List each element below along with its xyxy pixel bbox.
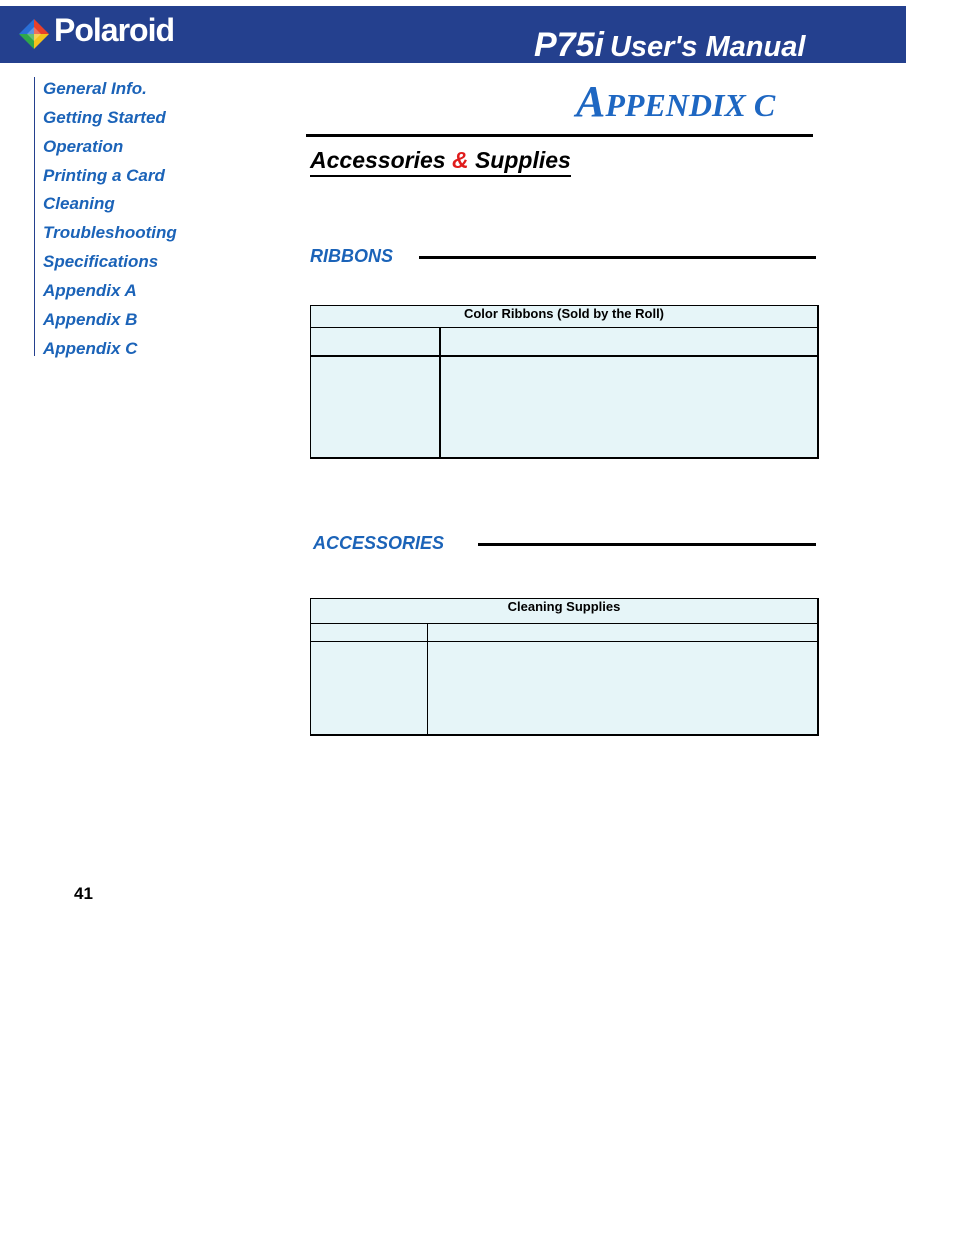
nav-item-specifications[interactable]: Specifications <box>43 252 159 271</box>
cleaning-supplies-table-column-divider <box>427 623 428 734</box>
section-heading <box>310 147 571 177</box>
nav-item-appendix-a[interactable]: Appendix A <box>43 281 137 300</box>
ribbons-heading-rule <box>419 256 816 259</box>
section-heading-part1: Accessories <box>310 147 446 173</box>
ribbons-table-caption: Color Ribbons (Sold by the Roll) <box>311 306 817 328</box>
header-banner <box>0 6 906 63</box>
nav-item-getting-started[interactable]: Getting Started <box>43 108 166 127</box>
ribbons-table <box>310 305 819 459</box>
appendix-title-rest: PPENDIX C <box>605 87 776 123</box>
manual-title <box>534 26 805 65</box>
section-heading-ampersand: & <box>451 147 469 173</box>
accessories-heading: ACCESSORIES <box>313 533 445 553</box>
model-name: P75i <box>534 26 604 64</box>
sidebar-nav <box>34 77 265 356</box>
nav-item-cleaning[interactable]: Cleaning <box>43 194 115 213</box>
accessories-heading-rule <box>478 543 816 546</box>
nav-item-operation[interactable]: Operation <box>43 137 124 156</box>
nav-item-appendix-b[interactable]: Appendix B <box>43 310 138 329</box>
cleaning-supplies-table-header-divider <box>311 641 817 642</box>
ribbons-table-header-divider <box>311 355 817 357</box>
page-number: 41 <box>74 884 93 903</box>
manual-label: User's Manual <box>609 31 806 63</box>
ribbons-heading: RIBBONS <box>310 246 394 266</box>
brand-name: Polaroid <box>54 12 175 48</box>
cleaning-supplies-table <box>310 598 819 736</box>
cleaning-supplies-table-caption: Cleaning Supplies <box>311 599 817 624</box>
nav-item-troubleshooting[interactable]: Troubleshooting <box>43 223 177 242</box>
nav-item-printing-a-card[interactable]: Printing a Card <box>43 166 165 185</box>
polaroid-diamond-icon <box>18 18 50 50</box>
appendix-title <box>576 77 776 126</box>
appendix-title-initial: A <box>576 77 606 126</box>
section-heading-part2: Supplies <box>474 147 571 173</box>
ribbons-table-column-divider <box>439 327 441 457</box>
nav-item-appendix-c[interactable]: Appendix C <box>43 339 138 358</box>
appendix-title-rule <box>306 134 813 137</box>
nav-item-general-info[interactable]: General Info. <box>43 79 147 98</box>
